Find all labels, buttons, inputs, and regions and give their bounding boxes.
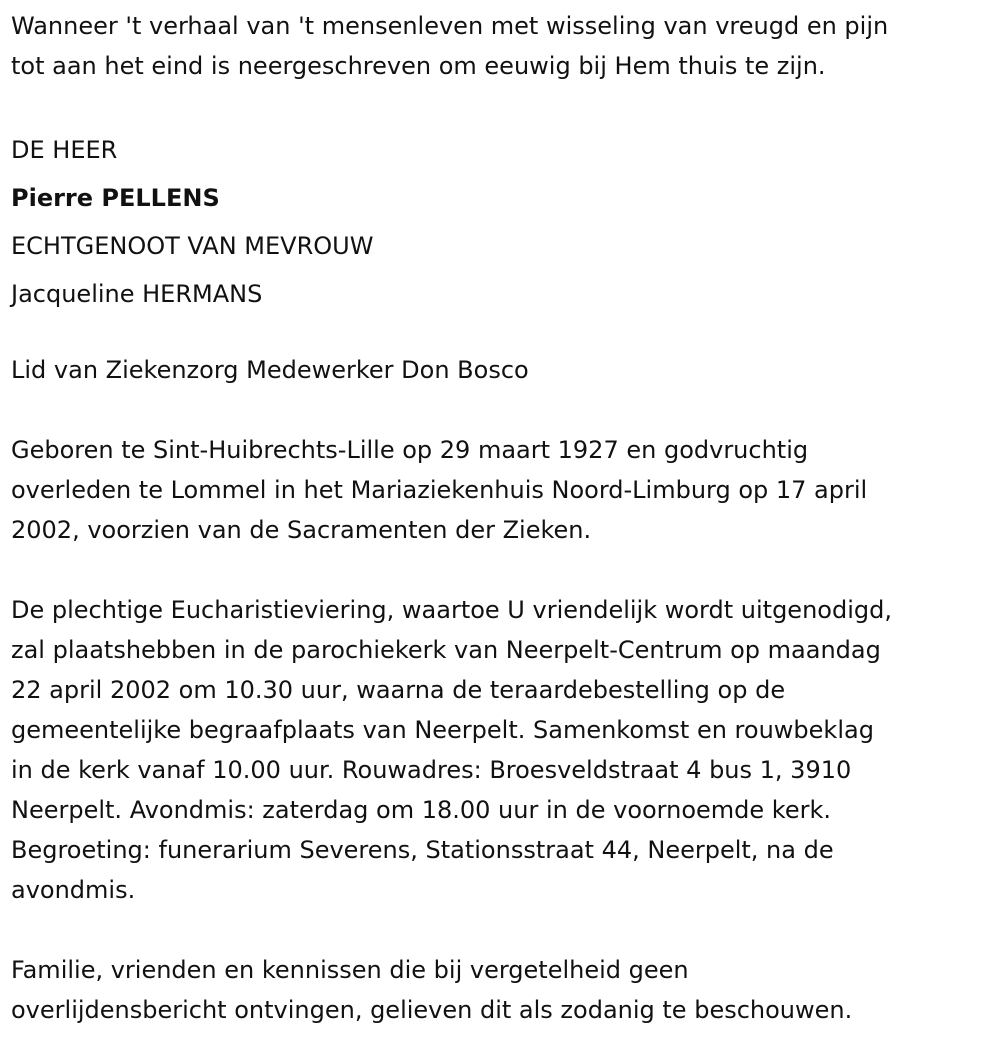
deceased-name: Pierre PELLENS [11, 184, 220, 212]
deceased-block [11, 126, 996, 318]
paragraph-line: Neerpelt. Avondmis: zaterdag om 18.00 uur in de voornoemde kerk. [11, 796, 831, 824]
closing-paragraph [11, 950, 996, 1030]
title-prefix: DE HEER [11, 136, 118, 164]
spouse-name: Jacqueline HERMANS [11, 280, 263, 308]
spouse-prefix: ECHTGENOOT VAN MEVROUW [11, 232, 374, 260]
intro-line: Wanneer 't verhaal van 't mensenleven met wisseling van vreugd en pijn [11, 12, 889, 40]
paragraph-line: 22 april 2002 om 10.30 uur, waarna de teraardebestelling op de [11, 676, 786, 704]
paragraph-line: avondmis. [11, 876, 136, 904]
paragraph-line: Begroeting: funerarium Severens, Stationsstraat 44, Neerpelt, na de [11, 836, 834, 864]
paragraph-line: 2002, voorzien van de Sacramenten der Zieken. [11, 516, 592, 544]
paragraph-line: gemeentelijke begraafplaats van Neerpelt. Samenkomst en rouwbeklag [11, 716, 874, 744]
paragraph-line: Familie, vrienden en kennissen die bij vergetelheid geen [11, 956, 689, 984]
paragraph-line: De plechtige Eucharistieviering, waartoe U vriendelijk wordt uitgenodigd, [11, 596, 892, 624]
paragraph-line: Geboren te Sint-Huibrechts-Lille op 29 maart 1927 en godvruchtig [11, 436, 809, 464]
paragraph-line: in de kerk vanaf 10.00 uur. Rouwadres: Broesveldstraat 4 bus 1, 3910 [11, 756, 852, 784]
birth-death-paragraph [11, 430, 996, 550]
intro-verse [11, 0, 996, 86]
paragraph-line: overleden te Lommel in het Mariaziekenhuis Noord-Limburg op 17 april [11, 476, 868, 504]
membership-line: Lid van Ziekenzorg Medewerker Don Bosco [11, 356, 529, 384]
intro-line: tot aan het eind is neergeschreven om eeuwig bij Hem thuis te zijn. [11, 52, 826, 80]
obituary-notice [11, 0, 996, 1030]
ceremony-paragraph [11, 590, 996, 910]
paragraph-line: overlijdensbericht ontvingen, gelieven dit als zodanig te beschouwen. [11, 996, 853, 1024]
paragraph-line: zal plaatshebben in de parochiekerk van Neerpelt-Centrum op maandag [11, 636, 881, 664]
